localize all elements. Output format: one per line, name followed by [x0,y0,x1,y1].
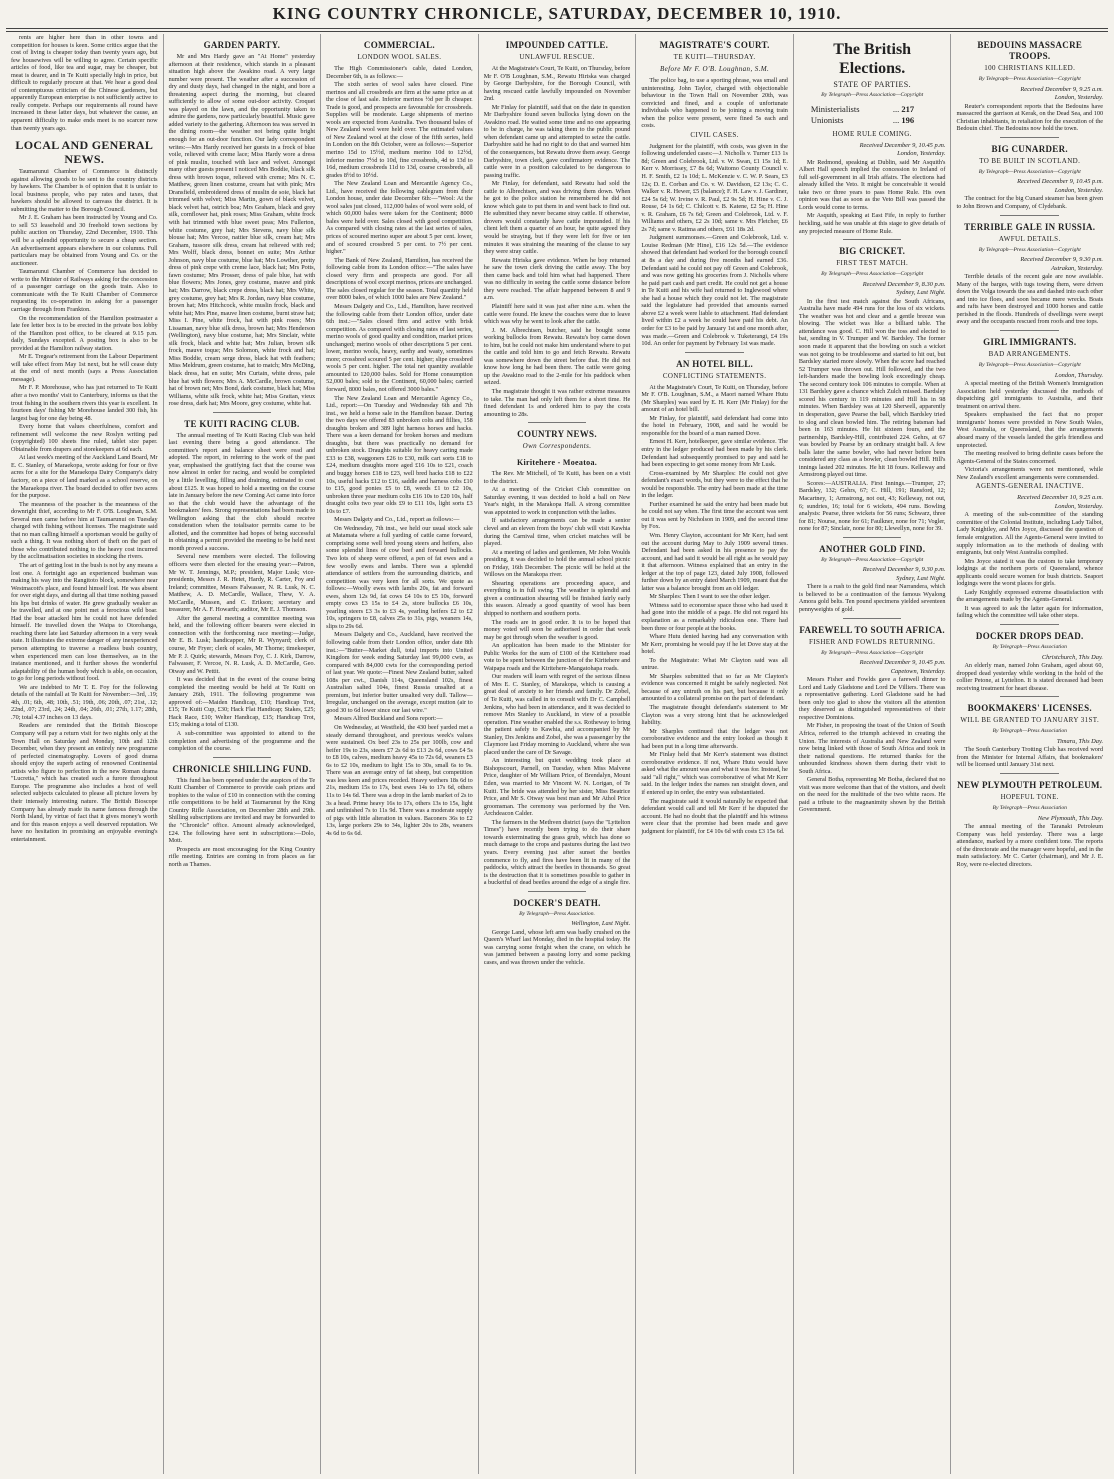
subhead-home-rule: HOME RULE COMING. [832,129,912,138]
dateline: Received December 9, 9.30 p.m. [862,566,946,574]
article-text: We are indebted to Mr T. E. Foy for the following details of the rainfall at Te Kuiti for November:—3rd, .19; 4th, .01; 6th, .48; 10th, .51; 19th, .06; 20th, .07; 21st, .12; 22nd, .07; 23rd, .24; 24th, .04; 26th, .01; 27th, 1.17; 28th, .70; total 4.37 inches on 13 days. [11,683,158,721]
article-text: Victoria's arrangements were not mentioned, while New Zealand's excellent arrangements were commended. [956,466,1104,481]
article-text: Witness said to economise space those who had used it had gone into the middle of a page. He did not regard his explanation as a remarkably ridiculous one. There had been three or four people at the books. [641,601,788,632]
article-text: Messrs Dalgety and Co., Ltd., Hamilton, have received the following cable from their London office, under date 6th inst.:—"Sales closed firm and active with brisk competition. As compared with closing rates of last series, merino wools of good quality and condition, market prices unchanged; merino wools of other descriptions 5 per cent. lower, merino wools, heavy, earthy and wasty, sometimes more; crossbred scoured 5 per cent. higher; slipe crossbred wools 5 per cent. higher. The total net quantity available amounted to 120,000 bales. Sold for Home consumption 52,000 bales; sold to the Continent, 60,000 bales; carried forward, 8000 bales, not offered 3000 bales." [326,302,473,393]
byline: By Telegraph—Press Association—Copyright [821,271,924,278]
dateline: London, Yesterday. [1054,186,1104,194]
column-5 [635,34,793,1474]
article-text: The magistrate thought it was rather extreme measures to take. The man had only left them for a short time. He fined defendant 1s and ordered him to pay the costs amounting to 28s. [483,387,631,418]
column-1 [6,34,163,1474]
article-text: An interesting but quiet wedding took place at Bishopscourt, Parnell, on Tuesday, when Miss Malvene Price, daughter of Mr William Price, of Brendalyn, Mount Eden, was married to Mr Vincent W. N. Lorigan, of Te Kuiti. The bride was attended by her sister, Miss Beatrice Price, and Mr S. Otway was best man and Mr Athol Price groomsman. The ceremony was performed by the Ven. Archdeacon Calder. [483,757,631,818]
headline-gale-russia: TERRIBLE GALE IN RUSSIA. [964,221,1096,232]
article-text: The Bank of New Zealand, Hamilton, has received the following cable from its London office:—"The sales have closed very firm and prospects are good. For all descriptions of wool except merinos, prices are unchanged. The sales closed regular for the season. Total quantity held over 8000 bales, of which 1000 bales are New Zealand." [326,256,473,302]
headline-country-news: COUNTRY NEWS. [517,429,597,440]
article-text: On Wednesday, at Westfield, the 430 beef yarded met a steady demand throughout, and previous week's values were sustained. Ox beef 23s to 25s per 100lb, cow and heifer 19s to 23s, steers £7 2s 6d to £13 2s 6d, cows £4 5s to £8 10s, calves, medium heavy 45s to 72s 6d, weaners £3 6s to £2 10s, medium to light 15s to 30s, small 6s to 9s. There was an average entry of fat sheep, but competition was less keen and prices receded. Heavy wethers 18s 6d to 21s, medium 15s to 17s, best ewes 14s to 17s 6d, others 11s to 14s 6d. There was a drop in the lamb market of 2s to 3s a head. Prime heavy 16s to 17s, others 13s to 15s, light and unfinished 7s to 11s 9d. There was a moderate supply of pigs with little alteration in values. Baconers 36s to £2 13s, large porkers 29s to 34s, lighter 20s to 28s, weaners 4s 6d to 6s 6d. [326,724,473,837]
party-dots: ... [892,114,900,125]
subhead-hopeful-tone: HOPEFUL TONE. [1000,793,1059,801]
subhead-fisher-fowlds: FISHER AND FOWLDS RETURNING. [809,637,936,646]
dateline: Timaru, This Day. [1056,737,1104,745]
subhead-conflicting: CONFLICTING STATEMENTS. [662,371,767,380]
subhead-before: Before Mr F. O'B. Loughnan, S.M. [660,65,770,73]
article-text: Reuter's correspondent reports that the Bedouins have massacred the garrison at Kerak, on the Dead Sea, and 100 Christian inhabitants, in retaliation for the execution of the Bedouin chief. The Bedouins now hold the town. [956,102,1104,133]
article-text: General Botha, representing Mr Botha, declared that no visit was more welcome than that of the visitors, and dwelt on the need for the multitude of the two white races. He paid a tribute to the magnanimity shown by the British Government. [798,776,946,814]
byline: By Telegraph—Press Association—Copyright [821,556,924,563]
divider [843,537,902,538]
divider [528,422,587,423]
masthead-rule [6,28,1108,29]
article-text: It was agreed to ask the latter again for information, failing which the committee will take other steps. [956,604,1104,620]
article-text: A sub-committee was appointed to attend to the completion and advertising of the programme and the completion of the course. [168,730,316,753]
article-text: The magistrate said it would naturally be expected that defendant would call and tell Mr Kerr if he disputed the account. He had no doubt that the plaintiff and his witness were clear that the promise had been made and gave judgment for plaintiff, for £4 10s 6d with costs £3 15s 6d. [641,797,788,835]
byline: By Telegraph—Press Association [992,643,1067,650]
article-text: The art of getting lost in the bush is not by any means a lost one. A fortnight ago an experienced bushman was making his way into the Rangitoto block, somewhere near Westmacott's place, and found himself lost. He was absent for over eight days, and during all that time nothing passed his lips but drinks of water. He grew gradually weaker as he travelled, and at one point met a ferocious wild boar. Had the boar attacked him he could not have defended himself. He travelled down the Waipa to Otorohanga, reaching there late last Saturday afternoon in a very weak state. It illustrates the extreme danger of any inexperienced person attempting to traverse a roadless bush country, when experienced men can lose themselves, as in the instance mentioned, and it further shows the wonderful adaptability of the human body which is able, on occasion, to go for long periods without food. [11,562,158,683]
subhead-correspondents: Own Correspondents. [522,442,592,451]
masthead: KING COUNTRY CHRONICLE, SATURDAY, DECEMBER 10, 1910. [272,4,842,23]
masthead-rule-2 [6,31,1108,32]
article-text: Mr Fisher, in proposing the toast of the Union of South Africa, referred to the triumph achieved in creating the Union. The interests of Australia and New Zealand were now being linked with those of South Africa and took in their national questions. He returned thanks for the unbounded kindness shown them during their visit to South Africa. [798,722,946,775]
article-text: The New Zealand Loan and Mercantile Agency Co., Ltd., report:—On Tuesday and Wednesday 6th and 7th inst., we held a horse sale in the Hamilton bazaar. During the two days we offered 83 unbroken colts and fillies, 158 draughts broken and 389 light harness horses and hacks. There was a keen demand for broken horses and medium draughts, but there was practically no demand for unbroken stock. Draughts suitable for heavy carting made £33 to £38, waggoners £26 to £30, milk cart sorts £18 to £24, medium draughts more aged £16 10s to £21, coach and buggy horses £18 to £23, well bred hacks £18 to £22 10s, useful hacks £12 to £16, saddle and harness cobs £10 to £15, good ponies £5 to £8, weeds £1 to £2 10s, unbroken three year medium colts £16 10s to £20 10s, half draught colts two year olds £9 to £11 10s, light sorts £3 10s to £7. [326,394,473,515]
headline-big-cricket: BIG CRICKET. [839,246,906,257]
article-text: The roads are in good order. It is to be hoped that money voted will soon be authorised in order that work may be got through when the weather is good. [483,618,631,641]
article-text: An elderly man, named John Graham, aged about 60, dropped dead yesterday while working in the hold of the collier Petone, at Lyttelton. It is stated deceased had been receiving treatment for heart disease. [956,662,1104,692]
dateline: New Plymouth, This Day. [1037,814,1104,822]
byline: By Telegraph—Press Association—Copyright [978,168,1081,175]
divider [685,352,744,353]
article-text: Mr Finlay for plaintiff, said that on the date in question Mr Darbyshire found seven bullocks lying down on the Awakino road. He waited some time and no one appearing to be in charge, he was taking them to the public pound when defendant came up and attempted to seize the cattle. Darbyshire said he had no right to do that and warned him of the consequences, but Rewatu drove them away. George Darbyshire, town clerk, gave confirmatory evidence. The cattle were in a position calculated to be dangerous to passing traffic. [483,103,631,179]
article-text: Mr Sharples submitted that so far as Mr Clayton's evidence was concerned it might be safely neglected. Not because of any untruth on his part, but because it only amounted to a collateral promise on the part of defendant. [641,672,788,703]
divider [843,618,902,619]
article-text: Mr Sharples continued that the ledger was not corroborative evidence and the entry looked as though it had been put in a long time afterwards. [641,727,788,750]
headline-local-news: LOCAL AND GENERAL NEWS. [15,138,154,167]
article-text: The magistrate thought defendant's statement to Mr Clayton was a very strong hint that he acknowledged liability. [641,704,788,727]
party-dots: ... [892,103,900,114]
article-text: The farmers in the Methven district (says the "Lyttelton Times") have recently been trying to do their share towards exterminating the grass grub, which has done so much damage to the crops and pastures during the last two years. Every evening just after sunset the beetles commence to fly, and fires have been lit in many of the paddocks, which attract the beetles in thousands. So great is the destruction that it is sometimes possible to gather in a bucketful of dead beetles around the edge of a single fire. [483,818,631,887]
dateline: Sydney, Last Night. [896,289,946,297]
article-text: George Land, whose left arm was badly crushed on the Queen's Wharf last Monday, died in the hospital today. He was carrying some freight when the crane, on which he was jammed between a passing lorry and some packing cases, and was thrown under the vehicle. [483,928,631,966]
headline-dockers-death: DOCKER'S DEATH. [513,897,601,908]
divider [213,757,272,758]
subhead-first-test: FIRST TEST MATCH. [836,259,909,268]
divider [528,891,587,892]
headline-british-elections: The British Elections. [833,41,912,77]
article-text: In the first test match against the South Africans, Australia have made 494 runs for the loss of six wickets. The weather was hot and clear and a gentle breeze was blowing. The wicket was like a billiard table. The attendance was good. C. Hill won the toss and elected to bat, sending in V. Trumper and W. Bardsley. The former soon made it apparent that the bowling on such a wicket was not going to be troublesome and started to hit out, but Bardsley started more slowly. When the score had reached 52 Trumper was thrown out. Hill followed, and the two left-handers made the bowling look exceedingly cheap. The second century took 106 minutes to compile. When at 131 Bardsley gave a chance which Zulch missed. Bardsley scored his century in 119 minutes and Hill his in 98 minutes. When Bardsley was at 120 Sherwell, apparently in desperation, gave Pearse the ball, which Bardsley tried to slog and clean bowled him. The retiring batsman had been in 163 minutes. He hit sixteen fours, and the partnership, Bardsley-Hill, contributed 224. Gehrs, at 67 was bowled by Pearse by an ordinary straight ball. A few balls later the same bowler, who had never before been considered any class as a bowler, clean bowled Hill. Hill's innings lasted 202 minutes. He hit 18 fours. Kelleway and Armstrong played out time. [798,297,946,479]
headline-hotel-bill: AN HOTEL BILL. [676,358,754,369]
article-text: Scores:—AUSTRALIA. First Innings.—Trumper, 27; Bardsley, 132; Gehrs, 67; C. Hill, 191; Ransford, 12; Macartney, 1; Armstrong, not out, 43; Kelleway, not out, 6; sundries, 16; total for 6 wickets, 494 runs. Bowling analysis: Pearse, three wickets for 56 runs; Schwarz, three for 81; Nourse, none for 61; Faulkner, none for 71; Vogler, none for 87; Sinclair, none for 80; Llewellyn, none for 39. [798,479,946,533]
subhead-christians-killed: 100 CHRISTIANS KILLED. [984,64,1076,72]
article-text: Prospects are most encouraging for the King Country rifle meeting. Entries are coming in from places as far north as Thames. [168,845,316,868]
divider [1000,330,1059,331]
article-text: Whare Hutu denied having had any conversation with Mr Kerr, promising he would pay if he let Dove stay at the hotel. [641,633,788,656]
subhead-te-kuiti-thursday: TE KUITI—THURSDAY. [673,53,756,61]
article-text: The police bag, to use a sporting phrase, was small and uninteresting. John Taylor, charged with objectionable behaviour in the Town Hall on November 20th, was convicted and fined, and a couple of unfortunate individuals who happened to be joining a moving train when the police were present, were fined 5s each and costs. [641,77,788,130]
article-text: At a meeting of ladies and gentlemen, Mr John Woulds presiding, it was decided to hold the annual school picnic on Friday, 16th December. The picnic will be held at the Willows on the Marakopa river. [483,548,631,579]
article-text: Messrs Fisher and Fowlds gave a farewell dinner to Lord and Lady Gladstone and Lord De Villiers. There was a representative gathering. Lord Gladstone said he had been only too glad to show the visitors all the attention they deserved as distinguished representatives of their respective Dominions. [798,676,946,721]
article-text: A meeting of the sub-committee of the standing committee of the Colonial Institute, including Lady Talbot, Lady Knightley, and Mrs Joyce, discussed the question of female emigration. All the Agents-General were invited to supply information as to the methods of dealing with emigrants, but only West Australia complied. [956,511,1104,557]
article-text: Mr Sharples: Then I want to see the other ledger. [649,593,771,601]
article-text: Mr J. E. Graham has been instructed by Young and Co. to sell 53 leasehold and 30 freehold town sections by public auction on Thursday, 22nd December, 1910. This will be a splendid opportunity to secure a cheap section. An advertisement appears elsewhere in our columns. Full particulars may be obtained from Young and Co. or the auctioneer. [11,214,158,267]
article-text: Several new members were elected. The following officers were then elected for the ensuing year:—Patron, Mr W. T. Jennings, M.P.; president, Major Lusk; vice-presidents, Messrs J. R. Hetet, Hardy, R. Carter, Foy and Ireland; committee, Messrs Falwasser, N. R. Lusk, N. C. Matthew, A. D. McCardle, Wallace, Thew, V. A. McCardle, Mussen, and C. Erikson; secretary and treasurer, Mr A. F. Howarth; auditor, Mr E. J. Thomson. [168,553,316,614]
article-text: Lady Knightly expressed extreme dissatisfaction with the arrangements made by the Agents-General. [956,588,1104,604]
article-text: Mr Finlay held that Mr Kerr's statement was distinct corroborative evidence. If not, Whare Hutu would have asked what the amount was and what it was for. Instead, he said "all right," which was corroborative of what Mr Kerr said. In the ledger index the names ran straight down, and if entered up in order, the entry was substantiated. [641,751,788,797]
divider [1000,215,1059,216]
party-row [811,115,946,126]
article-text: The Rev. Mr Mitchell, of Te Kuiti, has been on a visit to the district. [483,470,631,485]
article-text: The meanness of the poacher is the meanness of the downright thief, according to Mr F. O'B. Loughnan, S.M. Several men came before him at Taumarunui on Tuesday charged with fishing without licenses. The magistrate said that no man calling himself a sportsman would be guilty of such a thing. It was nothing short of theft on the part of those who contributed nothing to the heavy cost incurred by the acclimatisation societies in stocking the rivers. [11,500,158,561]
article-text: At last week's meeting of the Auckland Land Board, Mr E. C. Stanley, of Maraekopa, wrote asking for four or five acres for a site for the Maraekopa Dairy Company's dairy factory, on a piece of land marked as a school reserve, on the Maraekopa river. The board decided to offer two acres for the purpose. [11,454,158,500]
article-text: At the Magistrate's Court, Te Kuiti, on Thursday, before Mr F. O'B Loughnan, S.M., Rewatu Hiriska was charged by George Darbyshire, for the Borough Council, with having rescued cattle lawfully impounded on November 2nd. [483,65,631,103]
subhead-unlawful-rescue: UNLAWFUL RESCUE. [519,53,595,61]
subhead-bad-arrangements: BAD ARRANGEMENTS. [988,350,1071,359]
divider [213,412,272,413]
headline-farewell-south-africa: FAREWELL TO SOUTH AFRICA. [799,624,945,635]
dateline: Received December 9, 8.30 p.m. [862,280,946,288]
dateline: Christchurch, This Day. [1041,653,1104,661]
headline-racing-club: TE KUITI RACING CLUB. [184,418,300,429]
party-seats: 217 [901,103,915,114]
article-text: To the Magistrate: What Mr Clayton said was all untrue. [641,656,788,672]
column-7 [950,34,1108,1474]
subhead-scotland: TO BE BUILT IN SCOTLAND. [979,156,1081,165]
article-text: Mr E. Tregear's retirement from the Labour Department will take effect from May 1st next, but he will cease duty at the end of next month (says a Press Association message). [11,353,158,383]
subhead-wool-sales: LONDON WOOL SALES. [357,53,442,61]
dateline: Received December 9, 10.45 p.m. [1017,178,1104,186]
article-text: Mrs Joyce stated it was the custom to take temporary lodgings at the northern ports of Queensland, whence applicants could secure women for bush districts. Seaport lodgings were the worst places for girls. [956,557,1104,588]
dateline: Astrakan, Yesterday. [1051,264,1104,272]
article-text: Our readers will learn with regret of the serious illness of Mrs E. C. Stanley, of Marakopa, which is causing a great deal of anxiety to her friends and family. Dr Zobel, of Te Kuiti, was called in to consult with Dr C. Campbell Jenkins, who had been in attendance, and it was decided to remove Mrs Stanley to Auckland, in view of a possible operation. Fine weather enabled the s.s. Rotheway to bring the patient safely to Kawhia, and accompanied by Mr Stanley, Drs Jenkins and Zobel, she was a passenger by the Claymore last Friday morning to Auckland, where she was placed under the care of Dr Savage. [483,673,631,756]
subhead-state-of-parties: STATE OF PARTIES. [833,80,911,89]
article-text: The meeting resolved to bring definite cases before the Agents-General of the States concerned. [956,450,1104,465]
article-text: Mr F. P. Morehouse, who has just returned to Te Kuiti after a two months' visit to Canterbury, informs us that the trout fishing in the southern rivers this year is excellent. In fourteen days' fishing Mr Morehouse landed 300 fish, his largest bag for one day being 48. [11,384,158,422]
article-text: The New Zealand Loan and Mercantile Agency Co., Ltd., have received the following cablegram from their London house, under date December 6th:—"Wool: At the wool sales just closed, 112,000 bales of wool were sold, of which 60,000 bales were taken for the Continent; 8000 bales were held over. Sales closed with good competition. As compared with closing rates at the last series of sales, prices of scoured merino super are about 5 per cent. lower, and of scoured crossbred 5 per cent. to 7½ per cent. higher." [326,180,473,256]
headline-bedouins: BEDOUINS MASSACRE TROOPS. [977,40,1083,61]
article-text: Shearing operations are proceeding apace, and everything is in full swing. The weather is splendid and given a continuation shearing will be finished fairly early this season. Already a good quantity of wool has been shipped to northern and southern ports. [483,579,631,617]
article-text: The High Commissioner's cable, dated London, December 6th, is as follows:— [326,65,473,80]
dateline: Capetown, Yesterday. [890,667,946,675]
byline: By Telegraph—Press Association. [519,910,595,917]
article-text: Readers are reminded that the British Bioscope Company will pay a return visit for two nights only at the Town Hall on Saturday and Monday, 10th and 12th December, when they present an entirely new programme of perfected cinematography. Lovers of good drama should enjoy the superb acting of renowned Continental artists who figure to perfection in the new Roman drama "Lucretia," which has created such a furore throughout Europe. The programme also includes a host of well selected subjects calculated to please all picture lovers by their intensely interesting nature. The British Bioscope Company has already made its name famous through the North Island, by virtue of fact that it gives money's worth and for this reason enjoys a well deserved reputation. We have no hesitation in promising an enjoyable evening's entertainment. [11,722,158,843]
headline-commercial: COMMERCIAL. [363,40,435,50]
divider [1000,773,1059,774]
article-text: The South Canterbury Trotting Club has received word from the Minister for Internal Affairs, that bookmakers' will be licensed until January 31st next. [956,746,1104,769]
byline: By Telegraph—Press Association—Copyright [978,246,1081,253]
article-text: After the general meeting a committee meeting was held, and the following officer bearers were elected in connection with the forthcoming race meeting:—Judge, Mr E. B. Lusk; handicapper, Mr R. Wynyard; clerk of course, Mr Fryer; clerk of scales, Mr Thorne; timekeeper, Mr P. J. Quirk; stewards, Messrs Foy, C. J. Kirk, Darrow, Falwasser, F. Vercoe, N. R. Lusk, A. D. McCardle, Geo. Otway and W. Pettit. [168,614,316,675]
column-6 [793,34,951,1474]
dateline: London, Yesterday. [897,150,946,158]
headline-docker-drops-dead: DOCKER DROPS DEAD. [975,630,1084,641]
party-name: Ministerialists [810,103,860,114]
article-text: Mr and Mrs Hardy gave an "At Home" yesterday afternoon at their residence, which stands in a pleasant situation high above the Awakino road. A very large number were present. The weather after a succession of dry and dusty days, had changed in the night, and bore a threatening aspect during the morning, but cleared sufficiently to allow of some out-door activity. Croquet was played on the lawn, and the opportunity taken to admire the gardens, now particularly beautiful. Music gave added variety to the gathering. Afternoon tea was served in the dining room—the weather not being quite bright enough for an out-door function. Our lady correspondent writes:—Mrs Hardy received her guests in a frock of blue voile, relieved with creme lace; Miss Hardy wore a dress of pink muslin, touched with lace and velvet. Amongst many other guests present I noticed Mrs Boddie, black silk dress with brown toque, relieved with creme; Mrs N. C. Matthew, green linen costume, cream hat with pink; Mrs Dransfield, embroidered dress of muslin de soie, black hat trimmed with velvet; Miss Martin, gown of black velvet, black velvet hat, ostrich boa; Mrs Graham, black and grey silk, cornflower hat, pink roses; Miss Graham, white frock with hat trimmed with blue sweet peas; Mrs Fullerton, white costume, grey hat; Mrs Stevens, navy blue silk blouse hat; Mrs Vercoe, nattier blue silk, cream hat; Mrs Graham, tussore silk dress, cream hat relieved with red; Mrs Wolff, black dress, bonnet en suite; Mrs Arthur Johnson, navy blue costume, blue hat; Mrs Lowther, pretty dress of pink crepe with creme lace, black hat; Mrs Potts, fawn costume; Mrs Prosser, dress of pale blue, hat with blue flowers; Mrs Jones, grey costume, mauve and pink hat; Mrs Darrow, black crepe dress, black hat; Mrs White, grey costume, grey hat; Mrs R. Jordan, navy blue costume, brown hat; Mrs Hitchcock, white muslin frock, black and white hat; Mrs Pine, mauve linen costume, burnt straw hat; Miss I. Pine, white frock, hat with pink roses; Mrs Lissaman, navy blue silk dress, brown hat; Mrs Henderson (Wellington), navy blue costume, hat; Mrs Sinclair, white silk frock, black and white hat; Mrs Julian, brown silk frock, mauve toque; Mrs Solomon, white frock and hat; Miss Boddie, cream serge dress, black hat with feathers; Miss Meldrum, green costume, hat to match; Mrs McDing, black dress, hat en suite; Mrs Curtain, white dress, pale blue hat with flowers; Mrs A. McCardle, brown costume, hat of brown net; Mrs Bond, dark costume, black hat; Miss Williams, white silk frock, white hat; Miss Grattan, vieux rose dress, dark hat; Mrs Moore, grey costume, white hat. [168,53,316,408]
article-text: Judgment summonses.—Green and Colebrook, Ltd. v. Louise Redman (Mr Hine), £16 12s 5d.—The evidence showed that defendant had worked for the borough council at 8s a day and during five months had earned £36. Defendant said he could not pay off Green and Colebrook, and was now getting his groceries from J. Nicholls where he paid part cash and part credit. He could not get a house in Te Kuiti and his wife had returned to Inglewood where she had a house which they could not let. The magistrate said the legislature had provided that amounts earned above £2 a week were liable to attachment. Had defendant lived within £2 a week he could have paid his debt. An order for £3 to be paid by January 1st and one month after, was made.—Green and Colebrook v. Tuketerangi, £4 19s 10d. An order for payment by February 1st was made. [641,234,788,348]
divider [1000,137,1059,138]
article-text: rents are higher here than in other towns and competition for houses is keen. Some critics argue that the cost of living is cheaper today than twenty years ago, but few housewives will be willing to agree. Certain specific articles of food, like tea and sugar, may be cheaper, but meat is dearer, and in Te Kuiti specially high in price, but difficult to regularly procure at that. We hear a good deal of contemptuous criticism of the Chinese gardeners, but apparently European enterprise is not sufficiently active to really compete. Perhaps our requirements all round have increased in these latter days, but whatever the cause, an apparent difficulty to make ends meet is no scarcer now than twenty years ago. [11,34,158,132]
dateline: Received December 9, 9.25 a.m. [1020,85,1104,93]
byline: By Telegraph—Press Association—Copyright [978,362,1081,369]
subhead-civil-cases: CIVIL CASES. [690,130,739,139]
divider [1000,696,1059,697]
byline: By Telegraph—Press Association [992,805,1067,811]
article-text: The contract for the big Cunard steamer has been given to John Brown and Company, of Clydebank. [956,195,1104,211]
article-text: The annual meeting of the Taranaki Petroleum Company was held yesterday. There was a large attendance, marked by a more confident tone. The reports of the directorate and the manager were hopeful, and in the main satisfactory. Mr C. Carter (chairman), and Mr J. E. Roy, were re-elected directors. [956,823,1104,868]
article-text: The sixth series of wool sales have closed. Fine merinos and all crossbreds are firm at the same price as at the close of last sale. Inferior merinos ½d per lb cheaper. Trade is good, and prospects are favourable for crossbreds. Supplies will be moderate. Large shipments of merino wools are expected from Australia. Two thousand bales of New Zealand wool were held over. The estimated values of New Zealand wool at the close of the fifth series, held in London on the 8th October, were as follows:—Superior merino 15d to 15½d, medium merino 10d to 12½d, inferior merino 7½d to 10d, fine crossbreds, 4d to 13d to 16d, medium crossbreds 11d to 13d, coarse crossbreds, all grades 8½d to 10½d. [326,81,473,179]
dateline: Wellington, Last Night. [571,920,631,928]
byline: By Telegraph—Press Association [992,728,1067,735]
headline-bookmakers: BOOKMAKERS' LICENSES. [967,703,1092,714]
subhead-january: WILL BE GRANTED TO JANUARY 31ST. [960,716,1100,725]
article-text: Mr Asquith, speaking at East Fife, in reply to further heckling, said he was unable at this stage to give details of any projected measure of Home Rule. [798,212,946,235]
article-text: Cross-examined by Mr Sharples: He could not give defendant's exact words, but they were to the effect that he would be responsible. The entry had been made at the time in the ledger. [641,469,788,500]
party-row [811,104,946,115]
headline-girl-immigrants: GIRL IMMIGRANTS. [983,337,1077,348]
article-text: A special meeting of the British Women's Immigration Association held yesterday discussed the methods of dispatching girl immigrants to Australia, and their treatment on arrival there. [956,380,1104,410]
article-text: Rewatu Hiriska gave evidence. When he boy returned he saw the town clerk driving the cattle away. The boy then came back and told him what had happened. There was no difficulty in seeing the cattle some distance before they were reached. The affair happened between 8 and 9 a.m. [483,256,631,302]
dateline: London, Yesterday. [1054,94,1104,102]
headline-impounded-cattle: IMPOUNDED CATTLE. [505,40,609,50]
article-text: Messrs Dalgety and Co., Ltd., report as follows:— [334,516,460,524]
article-text: Taumarunui Chamber of Commerce is distinctly against allowing goods to be sent to the country districts by hawkers. The Chamber is of opinion that it is unfair to local business people, who pay rates and taxes, that hawkers should be allowed to canvass the district. It is submitting the matter to the Borough Council. [11,168,158,213]
article-text: The annual meeting of Te Kuiti Racing Club was held last evening there being a good attendance. The committee's report and balance sheet were read and adopted. The report, in referring to the work of the past year, emphasised the gratifying fact that the course was now almost in order for racing, and would be completed by a little levelling, filling and draining, estimated to cost about £125. It was hoped to hold a meeting on the course late in January before the new Coming Act came into force so that the club would have the advantage of the bookmakers' fees. Strong representations had been made to Wellington asking that the club should receive consideration when the totalisator permits came to be allotted, and the committee had hopes of being successful in obtaining a permit provided the meeting to be held next month proved a success. [168,431,316,552]
article-text: An application has been made to the Minister for Public Works for the sum of £100 of the Kiritehere road vote to be spent between the junction of the Kiritehere and Waipapa roads and the Kiritehere-Mangatohapa roads. [483,642,631,672]
party-table [811,104,946,126]
article-text: Speakers emphasised the fact that no proper immigrants' homes were provided in New South Wales, West Australia, or Queensland, that the arrangements aboard many of the vessels landed the girls friendless and unprotected. [956,411,1104,449]
subhead-awful-details: AWFUL DETAILS. [998,234,1061,243]
dateline: Received December 9, 10.45 p.m. [859,141,946,149]
byline: By Telegraph—Press Association—Copyright [978,76,1081,82]
article-text: If satisfactory arrangements can be made a senior clevel and an eleven from the boys' club will visit Kawhia during the Carnival time, when cricket matches will be played. [483,517,631,548]
article-text: Further examined he said the entry had been made but he could not say when. The first time the account was sent out it was sent by Nicholson in 1909, and the second time by Fox. [641,500,788,531]
article-text: On the recommendation of the Hamilton postmaster a late fee letter box is to be erected in the private box lobby of the Hamilton post office, to be cleared at 9.15 p.m. daily, Sundays excepted. A posting box is also to be provided at the Hamilton railway station. [11,314,158,352]
dateline: London, Yesterday. [1054,502,1104,510]
article-text: J. M. Albrechtsen, butcher, said he bought some working bullocks from Rewatu. Rewatu's boy came down to him, but he could not make him understand where to put the cattle and told him to go and fetch Rewatu. Rewatu was somewhere down the street before that. He did not know how long he had been there. The cattle were going up the Awakino road to the 2-mile for his paddock when seized. [483,326,631,387]
article-text: At a meeting of the Cricket Club committee on Saturday evening, it was decided to hold a ball on New Year's night, in the Marakopa Hall. A strong committee was appointed to work in conjunction with the ladies. [483,486,631,516]
headline-shilling-fund: CHRONICLE SHILLING FUND. [172,763,312,774]
headline-magistrates-court: MAGISTRATE'S COURT. [659,40,770,50]
dateline: Received December 10, 9.25 a.m. [1017,494,1104,502]
headline-big-cunarder: BIG CUNARDER. [991,143,1068,154]
article-text: Judgment for the plaintiff, with costs, was given in the following undefended cases:—J. Nicholls v. Turner £13 1s 8d; Green and Colebrook, Ltd. v. W. Swan, £1 15s 1d; E. Kerr v. Morrissey, £7 8s 6d; Waitomo County Council v. H. F. Smith, £2 1s 10d; L. McKenzie v. C. W. P. Sears, £3 12s; D. E. Corban and Co. v. W. Davidson, £2 13s; C. C. Walker v. R. Hewer, £5 (balance); F. H. Law v. J. Gardiner, £24 5s 6d; W. Irvine v. R. Paul, £2 9s 5d; H. Hine v. C. J. Rouse, £4 1s 6d; C. Chilcott v. B. Katene, £2 5s; H. Hine v. R. Graham, £6 7s 6d; Green and Colebrook, Ltd. v. F. Williams and others, £2 2s 10d; same v. Mrs Fletcher, £6 2s 7d; same v. Ratima and others, £61 18s 2d. [641,142,788,233]
divider [1000,624,1059,625]
article-text: Mr Finlay, for defendant, said Rewatu had sold the cattle to Albrechtsen, and was driving them down. When he got to the police station he remembered he did not know which gate to put them in and went back to find out. He submitted they never became stray cattle. If otherwise, drovers would constantly have cattle impounded. If his client left them a quarter of an hour, he quite agreed they would be straying, but if they were left for five or ten minutes it was straining the meaning of the clause to say they were stray cattle. [483,180,631,256]
article-text: Plaintiff here said it was just after nine a.m. when the cattle were found. He knew the coaches were due to leave which was why he went to look after the cattle. [483,302,631,326]
article-text: Mr Redmond, speaking at Dublin, said Mr Asquith's Albert Hall speech implied the concession to Ireland of full self-government in all Irish affairs. The elections had already killed the Veto. It might be conceivable it would take two or three years to pass Home Rule. His own opinion was that as soon as the Veto Bill was passed the Lords would come to terms. [798,158,946,211]
party-seats: 196 [901,114,915,125]
party-name: Unionists [810,114,844,125]
dateline: Received December 9, 10.45 p.m. [859,659,946,667]
headline-petroleum: NEW PLYMOUTH PETROLEUM. [957,780,1103,790]
article-text: Taumarunui Chamber of Commerce has decided to write to the Minister of Railways asking for the concession of a passenger carriage on the goods train. Also to communicate with the Te Kuiti Chamber of Commerce requesting its co-operation in asking for a passenger carriage through from Frankton. [11,268,158,313]
article-text: This fund has been opened under the auspices of the Te Kuiti Chamber of Commerce to provide cash prizes and trophies to the value of £10 in connection with the coming rifle competitions to be held at Taumarunui by the King Country Rifle Association, on December 28th and 29th. Shilling subscriptions are invited and may be forwarded to the "Chronicle" office. Amount already acknowledged, £24. The following have sent in subscriptions:—Dolo, Mott. [168,776,316,845]
column-3 [320,34,478,1474]
article-text: Mr Finlay, for plaintiff, said defendant had come into the hotel in February, 1908, and said he would be responsible for the board of a man named Dove. [641,414,788,437]
article-text: Messrs Dalgety and Co., Auckland, have received the following cable from their London office, under date 8th inst.:—"Butter—Market dull, total imports into United Kingdom for week ending Saturday last 99,000 cwts, as compared with 84,000 cwts for the corresponding period of last year. We quote:—Finest New Zealand butter, salted 108s per cwt., Danish 114s, Queensland 102s, finest Australian salted 104s, finest Russia unsalted at a premium, but inferior butter unsalted very dull. Tallow—Irregular, unchanged on the average, except mutton (air to good 30 to 6d lower since our last wire." [326,631,473,714]
byline: By Telegraph—Press Association—Copyright [821,92,924,98]
dateline: Sydney, Last Night. [896,574,946,582]
article-text: There is a rush to the gold find near Narrandera, which is believed to be a continuation of the famous Wyalong Amora gold belts. Ten pound specimens yielded seventeen pennyweights of gold. [798,583,946,613]
columns [6,34,1108,1474]
column-2 [163,34,321,1474]
article-text: Messrs Alfred Buckland and Sons report:— [334,715,443,723]
headline-gold-find: ANOTHER GOLD FIND. [819,543,926,554]
article-text: At the Magistrate's Court, Te Kuiti, on Thursday, before Mr F. O'B. Loughnan, S.M., a Maori named Whare Hutu (Mr Sharples) was sued by E. H. Kerr (Mr Finlay) for the amount of an hotel bill. [641,383,788,414]
dateline: London, Thursday. [1054,371,1104,379]
article-text: On Wednesday, 7th inst., we held our usual stock sale at Matamata where a full yarding of cattle came forward, comprising some well bred young steers and heifers, also some splendid lines of cow beef and forward bullocks. Two lots of sheep were offered, a pen of fat ewes and a few woolly ewes and lambs. There was a splendid attendance of settlers from the surrounding districts, and competition was very keen for all sorts. We quote as follows:—Woolly ewes with lambs 20s, fat and forward ewes, shorn 12s 9d, fat cows £4 10s to £5 10s, forward empty cows £3 15s to £4 2s, store bullocks £6 10s, yearling steers £3 3s to £3 4s, yearling heifers £2 to £2 10s, springers to £8, calves 25s to 31s, pigs, weaners 14s, slips to 29s 6d. [326,524,473,630]
subhead-agents-general: AGENTS-GENERAL INACTIVE. [975,482,1084,491]
article-text: Every home that values cheerfulness, comfort and refinement will welcome the new Roslyn writing pad (copyrighted) 100 sheets fine ruled, tablet size paper. Obtainable from drapers and storekeepers at 6d each. [11,423,158,453]
article-text: It was decided that in the event of the course being completed the meeting would be held at Te Kuiti on January 26th, 1911. The following programme was approved of:—Maiden Handicap, £10; Handicap Trot, £15; Te Kuiti Cup, £30; Hack Flat Handicap; Stakes, £25; Hack Race, £10; Welter Handicap, £15; Handicap Trot, £15; making a total of £130. [168,676,316,729]
dateline: Received December 9, 9.30 p.m. [1020,256,1104,264]
headline-garden-party: GARDEN PARTY. [203,40,281,50]
article-text: Wm. Henry Clayton, accountant for Mr Kerr, had sent out the account during May to July 1909 several times. Defendant had been asked in his presence to pay the account, and had said it would be all right as he would pay it that afternoon. Witness explained that an entry in the ledger at the top of page 123, dated July 1908, followed further down by an entry dated March 1909, meant that the latter was a balance brought from an old ledger. [641,531,788,592]
article-text: Ernest H. Kerr, hotelkeeper, gave similar evidence. The entry in the ledger produced had been made by his clerk. Defendant had subsequently promised to pay and said he had been expecting to get some money from Mr Lusk. [641,438,788,469]
subhead-kiritehere: Kiritehere - Moeatoa. [516,458,598,468]
article-text: Terrible details of the recent gale are now available. Many of the barges, with tugs towing them, were driven down the Volga towards the sea and dashed into each other and into ice floes, and soon became mere wrecks. Boats and rafts have been destroyed and 1000 horses and cattle perished in the floods. Hundreds of dwellings were swept away and the occupants rescued from roofs and tree tops. [956,273,1104,326]
column-4 [478,34,636,1474]
divider [843,239,902,240]
byline: By Telegraph—Press Association—Copyright [821,649,924,656]
